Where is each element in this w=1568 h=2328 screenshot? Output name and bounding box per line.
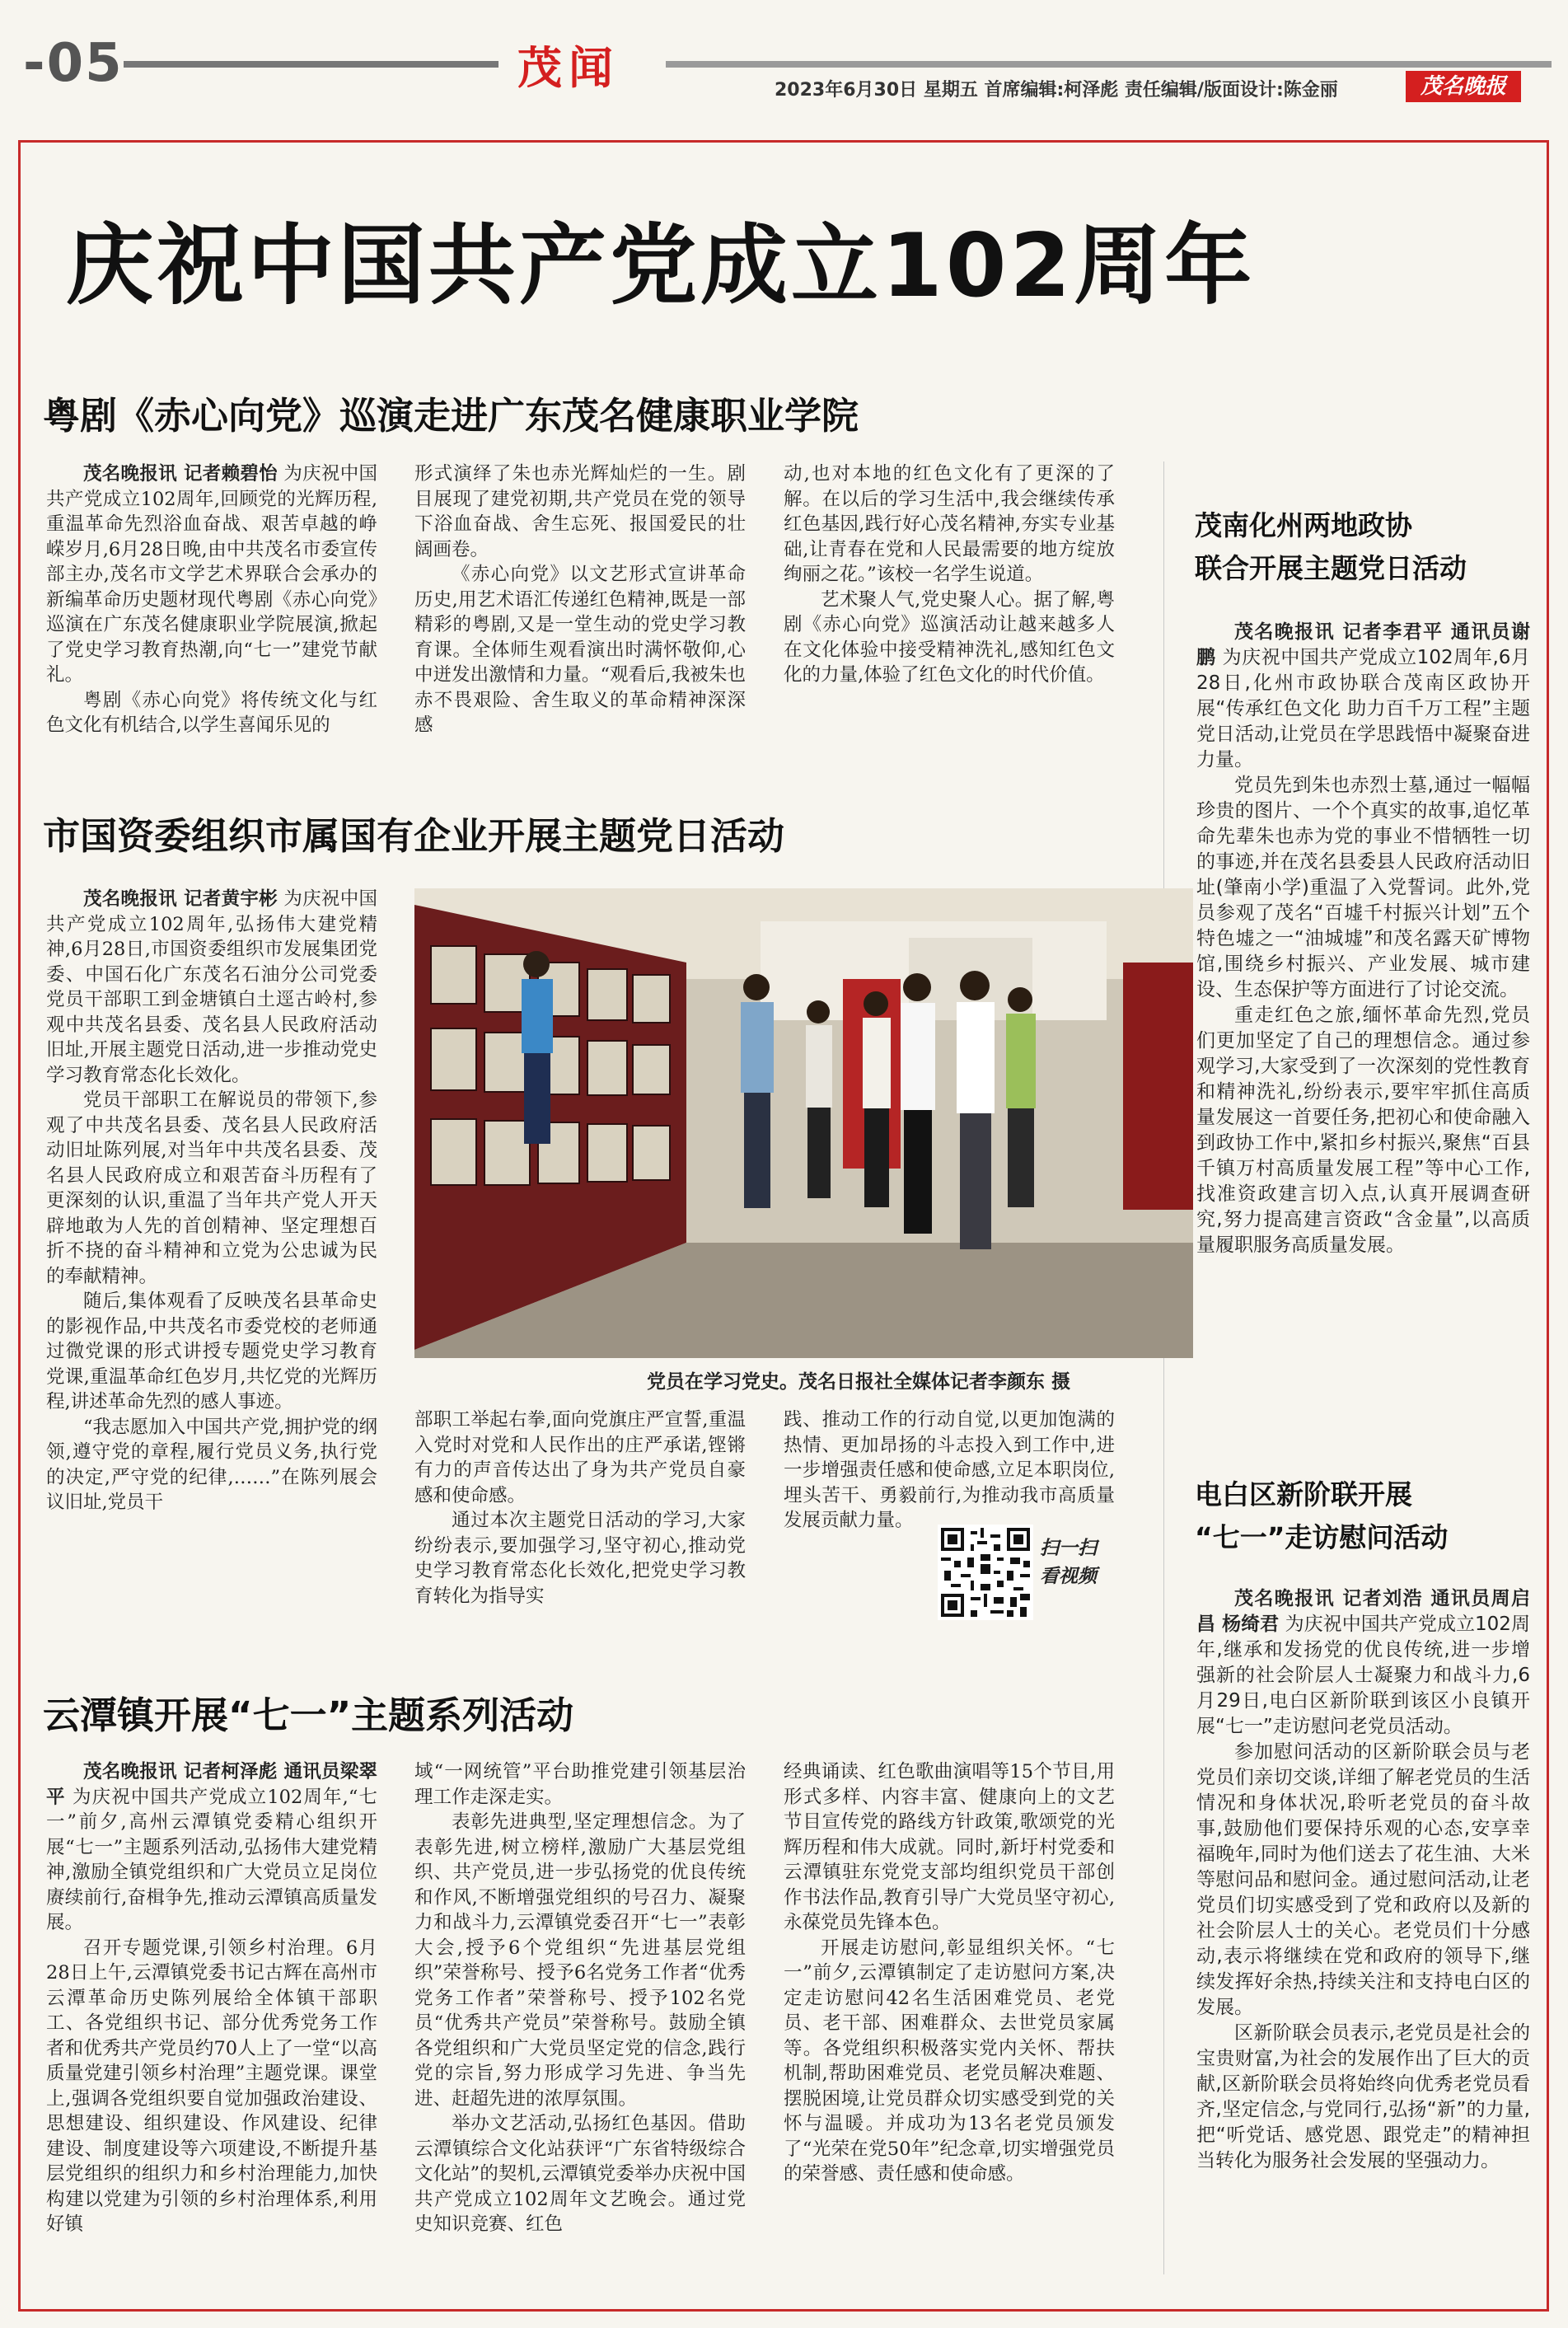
page-title: 庆祝中国共产党成立102周年 — [66, 215, 1256, 316]
article1-column2 — [414, 461, 746, 766]
qr-code[interactable] — [938, 1525, 1033, 1620]
side2-title-line2: “七一”走访慰问活动 — [1195, 1521, 1449, 1553]
article3-paragraph: 举办文艺活动,弘扬红色基因。借助云潭镇综合文化站获评“广东省特级综合文化站”的契机,云潭镇党委举办庆祝中国共产党成立102周年文艺晚会。通过党史知识竞赛、红色 — [414, 2113, 746, 2235]
side2-paragraph: 为庆祝中国共产党成立102周年,继承和发扬党的优良传统,进一步增强新的社会阶层人士凝聚力和战斗力,6月29日,电白区新阶联到该区小良镇开展“七一”走访慰问老党员活动。 — [1196, 1614, 1530, 1737]
article2-byline: 茂名晚报讯 记者黄宇彬 — [83, 888, 278, 910]
side2-body — [1196, 1586, 1530, 2295]
article1-byline: 茂名晚报讯 记者赖碧怡 — [83, 463, 278, 485]
article1-paragraph: 艺术聚人气,党史聚人心。据了解,粤剧《赤心向党》巡演活动让越来越多人在文化体验中接受精神洗礼,感知红色文化的力量,体验了红色文化的时代价值。 — [784, 588, 1115, 686]
issue-meta: 2023年6月30日 星期五 首席编辑:柯泽彪 责任编辑/版面设计:陈金丽 — [775, 80, 1338, 101]
side1-paragraph: 党员先到朱也赤烈士墓,通过一幅幅珍贵的图片、一个个真实的故事,追忆革命先辈朱也赤为党的事业不惜牺牲一切的事迹,并在茂名县委县人民政府活动旧址(肇南小学)重温了入党誓词。此外,党员参观了茂名“百墟千村振兴计划”五个特色墟之一“油城墟”和茂名露天矿博物馆,围绕乡村振兴、产业发展、城市建设、生态保护等方面进行了讨论交流。 — [1196, 775, 1530, 1000]
side2-title-line1: 电白区新阶联开展 — [1195, 1478, 1412, 1511]
article2-title: 市国资委组织市属国有企业开展主题党日活动 — [43, 814, 785, 858]
article3-paragraph: 开展走访慰问,彰显组织关怀。“七一”前夕,云潭镇制定了走访慰问方案,决定走访慰问42名生活困难党员、老党员、老干部、困难群众、去世党员家属等。各党组织积极落实党内关怀、帮扶机制,帮助困难党员、老党员解决难题、摆脱困境,让党员群众切实感受到党的关怀与温暖。并成功为13名老党员颁发了“光荣在党50年”纪念章,切实增强党员的荣誉感、责任感和使命感。 — [784, 1937, 1115, 2185]
article2-paragraph: “我志愿加入中国共产党,拥护党的纲领,遵守党的章程,履行党员义务,执行党的决定,严守党的纪律,……”在陈列展会议旧址,党员干 — [46, 1416, 377, 1513]
side1-paragraph: 为庆祝中国共产党成立102周年,6月28日,化州市政协联合茂南区政协开展“传承红色文化 助力百千万工程”主题党日活动,让党员在学思践悟中凝聚奋进力量。 — [1196, 647, 1531, 771]
article1-title: 粤剧《赤心向党》巡演走进广东茂名健康职业学院 — [43, 394, 859, 438]
article2-column1 — [46, 887, 377, 1649]
article1-paragraph: 粤剧《赤心向党》将传统文化与红色文化有机结合,以学生喜闻乐见的 — [46, 689, 377, 736]
article2-paragraph: 践、推动工作的行动自觉,以更加饱满的热情、更加昂扬的斗志投入到工作中,进一步增强责任感和使命感,立足本职岗位,埋头苦干、勇毅前行,为推动我市高质量发展贡献力量。 — [784, 1409, 1115, 1531]
article2-photo — [414, 888, 1193, 1358]
article1-paragraph: 动,也对本地的红色文化有了更深的了解。在以后的学习生活中,我会继续传承红色基因,践行好心茂名精神,夯实专业基础,让青春在党和人民最需要的地方绽放绚丽之花。”该校一名学生说道。 — [784, 463, 1115, 585]
article3-paragraph: 经典诵读、红色歌曲演唱等15个节目,用形式多样、内容丰富、健康向上的文艺节目宣传党的路线方针政策,歌颂党的光辉历程和伟大成就。同时,新圩村党委和云潭镇驻东党党支部均组织党员干部创作书法作品,教育引导广大党员坚守初心,永葆党员先锋本色。 — [784, 1761, 1115, 1933]
article1-column1 — [46, 461, 377, 766]
header-rule-left — [124, 61, 498, 68]
side2-paragraph: 区新阶联会员表示,老党员是社会的宝贵财富,为社会的发展作出了巨大的贡献,区新阶联会员将始终向优秀老党员看齐,坚定信念,与党同行,弘扬“新”的力量,把“听党话、感党恩、跟党走”的精神担当转化为服务社会发展的坚强动力。 — [1196, 2022, 1530, 2171]
article2-paragraph: 为庆祝中国共产党成立102周年,弘扬伟大建党精神,6月28日,市国资委组织市发展集团党委、中国石化广东茂名石油分公司党委党员干部职工到金塘镇白土逕古岭村,参观中共茂名县委、茂名县人民政府活动旧址,开展主题党日活动,进一步推动党史学习教育常态化长效化。 — [46, 888, 377, 1086]
article2-paragraph: 随后,集体观看了反映茂名县革命史的影视作品,中共茂名市委党校的老师通过微党课的形式讲授专题党史学习教育党课,重温革命红色岁月,共忆党的光辉历程,讲述革命先烈的感人事迹。 — [46, 1290, 377, 1412]
side1-title — [1195, 504, 1541, 590]
article3-paragraph: 表彰先进典型,坚定理想信念。为了表彰先进,树立榜样,激励广大基层党组织、共产党员,进一步弘扬党的优良传统和作风,不断增强党组织的号召力、凝聚力和战斗力,云潭镇党委召开“七一”表彰大会,授予6个党组织“先进基层党组织”荣誉称号、授予6名党务工作者“优秀党务工作者”荣誉称号、授予102名党员“优秀共产党员”荣誉称号。鼓励全镇各党组织和广大党员坚定党的信念,践行党的宗旨,努力形成学习先进、争当先进、赶超先进的浓厚氛围。 — [414, 1811, 746, 2110]
article3-column1 — [46, 1759, 377, 2295]
article3-column3 — [784, 1759, 1115, 2295]
side2-title — [1195, 1473, 1541, 1559]
article2-column3 — [784, 1408, 1115, 1531]
side1-body — [1196, 620, 1530, 1382]
side2-paragraph: 参加慰问活动的区新阶联会员与老党员们亲切交谈,详细了解老党员的生活情况和身体状况,聆听老党员的奋斗故事,鼓励他们要保持乐观的心态,安享幸福晚年,同时为他们送去了花生油、大米等慰问品和慰问金。通过慰问活动,让老党员们切实感受到了党和政府以及新的社会阶层人士的关心。老党员们十分感动,表示将继续在党和政府的领导下,继续发挥好余热,持续关注和支持电白区的发展。 — [1196, 1741, 1530, 2018]
section-name: 茂闻 — [517, 42, 620, 94]
article2-paragraph: 通过本次主题党日活动的学习,大家纷纷表示,要加强学习,坚守初心,推动党史学习教育常态化长效化,把党史学习教育转化为指导实 — [414, 1510, 746, 1607]
article3-byline: 茂名晚报讯 记者柯泽彪 通讯员梁翠平 — [46, 1761, 377, 1808]
side1-byline: 茂名晚报讯 记者李君平 通讯员谢鹏 — [1196, 621, 1530, 668]
article3-paragraph: 召开专题党课,引领乡村治理。6月28日上午,云潭镇党委书记古辉在高州市云潭革命历史陈列展给全体镇干部职工、各党组织书记、部分优秀党务工作者和优秀共产党员约70人上了一堂“以高质量党建引领乡村治理”主题党课。课堂上,强调各党组织要自觉加强政治建设、思想建设、组织建设、作风建设、纪律建设、制度建设等六项建设,不断提升基层党组织的组织力和乡村治理能力,加快构建以党建为引领的乡村治理体系,利用好镇 — [46, 1937, 377, 2235]
article2-paragraph: 部职工举起右拳,面向党旗庄严宣誓,重温入党时对党和人民作出的庄严承诺,铿锵有力的声音传达出了身为共产党员自豪感和使命感。 — [414, 1409, 746, 1506]
article1-paragraph: 《赤心向党》以文艺形式宣讲革命历史,用艺术语汇传递红色精神,既是一部精彩的粤剧,又是一堂生动的党史学习教育课。全体师生观看演出时满怀敬仰,心中迸发出激情和力量。“观看后,我被朱也赤不畏艰险、舍生取义的革命精神深深感 — [414, 564, 746, 736]
newspaper-logo: 茂名晚报 — [1406, 71, 1521, 102]
article3-paragraph: 为庆祝中国共产党成立102周年,“七一”前夕,高州云潭镇党委精心组织开展“七一”主题系列活动,弘扬伟大建党精神,激励全镇党组织和广大党员立足岗位赓续前行,奋楫争先,推动云潭镇高质量发展。 — [46, 1786, 377, 1933]
article3-column2 — [414, 1759, 746, 2295]
article1-paragraph: 为庆祝中国共产党成立102周年,回顾党的光辉历程,重温革命先烈浴血奋战、艰苦卓越的峥嵘岁月,6月28日晚,由中共茂名市委宣传部主办,茂名市文学艺术界联合会承办的新编革命历史题材现代粤剧《赤心向党》巡演在广东茂名健康职业学院展演,掀起了党史学习教育热潮,向“七一”建党节献礼。 — [46, 463, 377, 686]
article1-column3 — [784, 461, 1115, 766]
article3-title: 云潭镇开展“七一”主题系列活动 — [43, 1693, 574, 1737]
side1-paragraph: 重走红色之旅,缅怀革命先烈,党员们更加坚定了自己的理想信念。通过参观学习,大家受到了一次深刻的党性教育和精神洗礼,纷纷表示,要牢牢抓住高质量发展这一首要任务,把初心和使命融入到政协工作中,紧扣乡村振兴,聚焦“百县千镇万村高质量发展工程”等中心工作,找准资政建言切入点,认真开展调查研究,努力提高建言资政“含金量”,以高质量履职服务高质量发展。 — [1196, 1005, 1530, 1256]
column-divider — [1163, 461, 1164, 2274]
qr-label: 扫一扫看视频 — [1040, 1538, 1097, 1587]
side1-title-line2: 联合开展主题党日活动 — [1195, 552, 1467, 584]
side2-byline: 茂名晚报讯 记者刘浩 通讯员周启昌 杨绮君 — [1196, 1588, 1530, 1635]
page-number: -05 — [23, 33, 124, 94]
side1-title-line1: 茂南化州两地政协 — [1195, 509, 1412, 541]
article1-paragraph: 形式演绎了朱也赤光辉灿烂的一生。剧目展现了建党初期,共产党员在党的领导下浴血奋战、舍生忘死、报国爱民的壮阔画卷。 — [414, 463, 746, 560]
header-rule-right — [666, 61, 1552, 68]
article2-column2 — [414, 1408, 746, 1651]
article2-paragraph: 党员干部职工在解说员的带领下,参观了中共茂名县委、茂名县人民政府活动旧址陈列展,对当年中共茂名县委、茂名县人民政府成立和艰苦奋斗历程有了更深刻的认识,重温了当年共产党人开天辟地敢为人先的首创精神、坚定理想百折不挠的奋斗精神和立党为公忠诚为民的奉献精神。 — [46, 1089, 377, 1287]
photo-caption: 党员在学习党史。茂名日报社全媒体记者李颜东 摄 — [647, 1371, 1071, 1393]
article3-paragraph: 域“一网统管”平台助推党建引领基层治理工作走深走实。 — [414, 1761, 746, 1808]
